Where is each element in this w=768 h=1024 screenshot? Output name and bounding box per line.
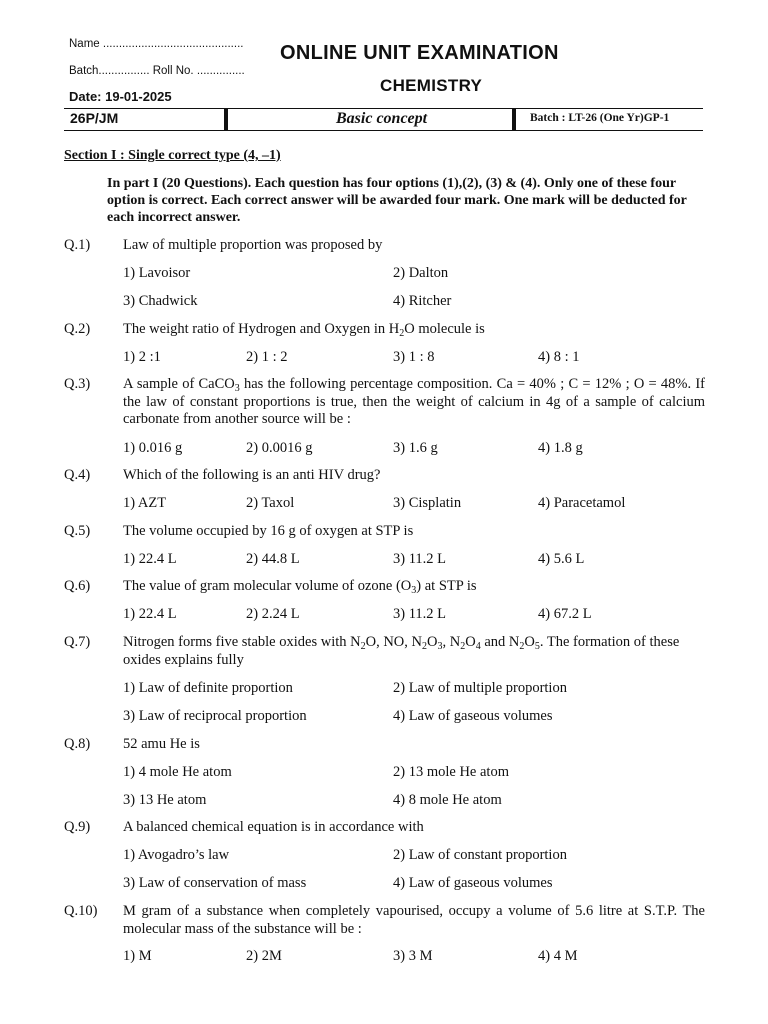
option-4: 4) 67.2 L: [538, 606, 592, 622]
option-2: 2) Dalton: [393, 265, 449, 281]
option-1: 1) M: [123, 948, 152, 964]
option-2: 2) 2M: [246, 948, 282, 964]
exam-title: ONLINE UNIT EXAMINATION: [280, 42, 559, 64]
name-field-label: Name ............................................: [69, 38, 244, 50]
option-4: 4) 8 mole He atom: [393, 792, 502, 808]
header-divider-2: [512, 108, 516, 131]
subject-title: CHEMISTRY: [380, 76, 483, 95]
topic-title: Basic concept: [336, 110, 428, 127]
option-3: 3) 13 He atom: [123, 792, 207, 808]
question-text: A balanced chemical equation is in accordance with: [123, 819, 424, 835]
option-3: 3) Cisplatin: [393, 495, 462, 511]
option-1: 1) Avogadro’s law: [123, 847, 230, 863]
option-3: 3) 11.2 L: [393, 551, 447, 567]
question-number: Q.6): [64, 578, 91, 594]
option-2: 2) 13 mole He atom: [393, 764, 509, 780]
question-number: Q.10): [64, 903, 98, 919]
header-bottom-rule: [64, 130, 703, 131]
question-number: Q.3): [64, 376, 91, 392]
option-1: 1) 22.4 L: [123, 551, 177, 567]
option-3: 3) Law of conservation of mass: [123, 875, 307, 891]
option-2: 2) 2.24 L: [246, 606, 300, 622]
option-3: 3) 1.6 g: [393, 440, 438, 456]
question-text: M gram of a substance when completely vapourised, occupy a volume of 5.6 litre at S.T.P. The molecular mass of the substance will be :: [123, 903, 705, 937]
question-number: Q.9): [64, 819, 91, 835]
option-2: 2) 1 : 2: [246, 349, 288, 365]
option-4: 4) Law of gaseous volumes: [393, 708, 553, 724]
header-top-rule: [64, 108, 703, 109]
option-3: 3) 1 : 8: [393, 349, 435, 365]
option-2: 2) Law of multiple proportion: [393, 680, 567, 696]
question-number: Q.1): [64, 237, 91, 253]
section-instructions: In part I (20 Questions). Each question has four options (1),(2), (3) & (4). Only one of these four option is correct. Each correct answer will be awarded four mark. One mark will be deducted for each incorrect answer.: [107, 176, 687, 225]
question-text: 52 amu He is: [123, 736, 200, 752]
option-1: 1) 0.016 g: [123, 440, 183, 456]
question-number: Q.5): [64, 523, 91, 539]
option-2: 2) Law of constant proportion: [393, 847, 567, 863]
option-4: 4) 8 : 1: [538, 349, 580, 365]
option-4: 4) Paracetamol: [538, 495, 626, 511]
question-number: Q.2): [64, 321, 91, 337]
option-1: 1) 4 mole He atom: [123, 764, 232, 780]
option-2: 2) 0.0016 g: [246, 440, 313, 456]
option-1: 1) AZT: [123, 495, 167, 511]
question-number: Q.4): [64, 467, 91, 483]
question-number: Q.8): [64, 736, 91, 752]
question-text: A sample of CaCO$_3$ has the following percentage composition. Ca = 40% ; C = 12% ; O = 48%. If the law of constant proportions is true, then the weight of calcium in 4g of a sample of calcium carbonate from another source will be :: [123, 376, 706, 427]
option-2: 2) Taxol: [246, 495, 295, 511]
header-divider-1: [224, 108, 228, 131]
batch-info: Batch : LT-26 (One Yr)GP-1: [530, 112, 670, 124]
question-text: Nitrogen forms five stable oxides with $N_2O$, NO, $N_2O_3$, $N_2O_4$ and $N_2O_5$. The formation of these oxides explains fully: [123, 634, 680, 668]
option-3: 3) 3 M: [393, 948, 433, 964]
question-text: Law of multiple proportion was proposed by: [123, 237, 383, 253]
option-4: 4) 5.6 L: [538, 551, 585, 567]
paper-code: 26P/JM: [70, 110, 119, 126]
question-text: The weight ratio of Hydrogen and Oxygen in $H_2O$ molecule is: [123, 321, 485, 339]
option-2: 2) 44.8 L: [246, 551, 300, 567]
option-1: 1) 22.4 L: [123, 606, 177, 622]
option-4: 4) 4 M: [538, 948, 578, 964]
option-3: 3) 11.2 L: [393, 606, 447, 622]
option-1: 1) Lavoisor: [123, 265, 191, 281]
section-heading: Section I : Single correct type (4, –1): [64, 148, 281, 163]
question-text: Which of the following is an anti HIV drug?: [123, 467, 381, 483]
question-number: Q.7): [64, 634, 91, 650]
option-3: 3) Chadwick: [123, 293, 198, 309]
question-text: The volume occupied by 16 g of oxygen at STP is: [123, 523, 414, 539]
exam-date: Date: 19-01-2025: [69, 89, 172, 104]
option-4: 4) Law of gaseous volumes: [393, 875, 553, 891]
option-1: 1) Law of definite proportion: [123, 680, 293, 696]
batch-roll-label: Batch................ Roll No. ...............: [69, 65, 245, 77]
option-3: 3) Law of reciprocal proportion: [123, 708, 307, 724]
option-4: 4) 1.8 g: [538, 440, 583, 456]
option-4: 4) Ritcher: [393, 293, 452, 309]
option-1: 1) 2 :1: [123, 349, 161, 365]
question-text: The value of gram molecular volume of ozone $(O_3)$ at STP is: [123, 578, 477, 596]
